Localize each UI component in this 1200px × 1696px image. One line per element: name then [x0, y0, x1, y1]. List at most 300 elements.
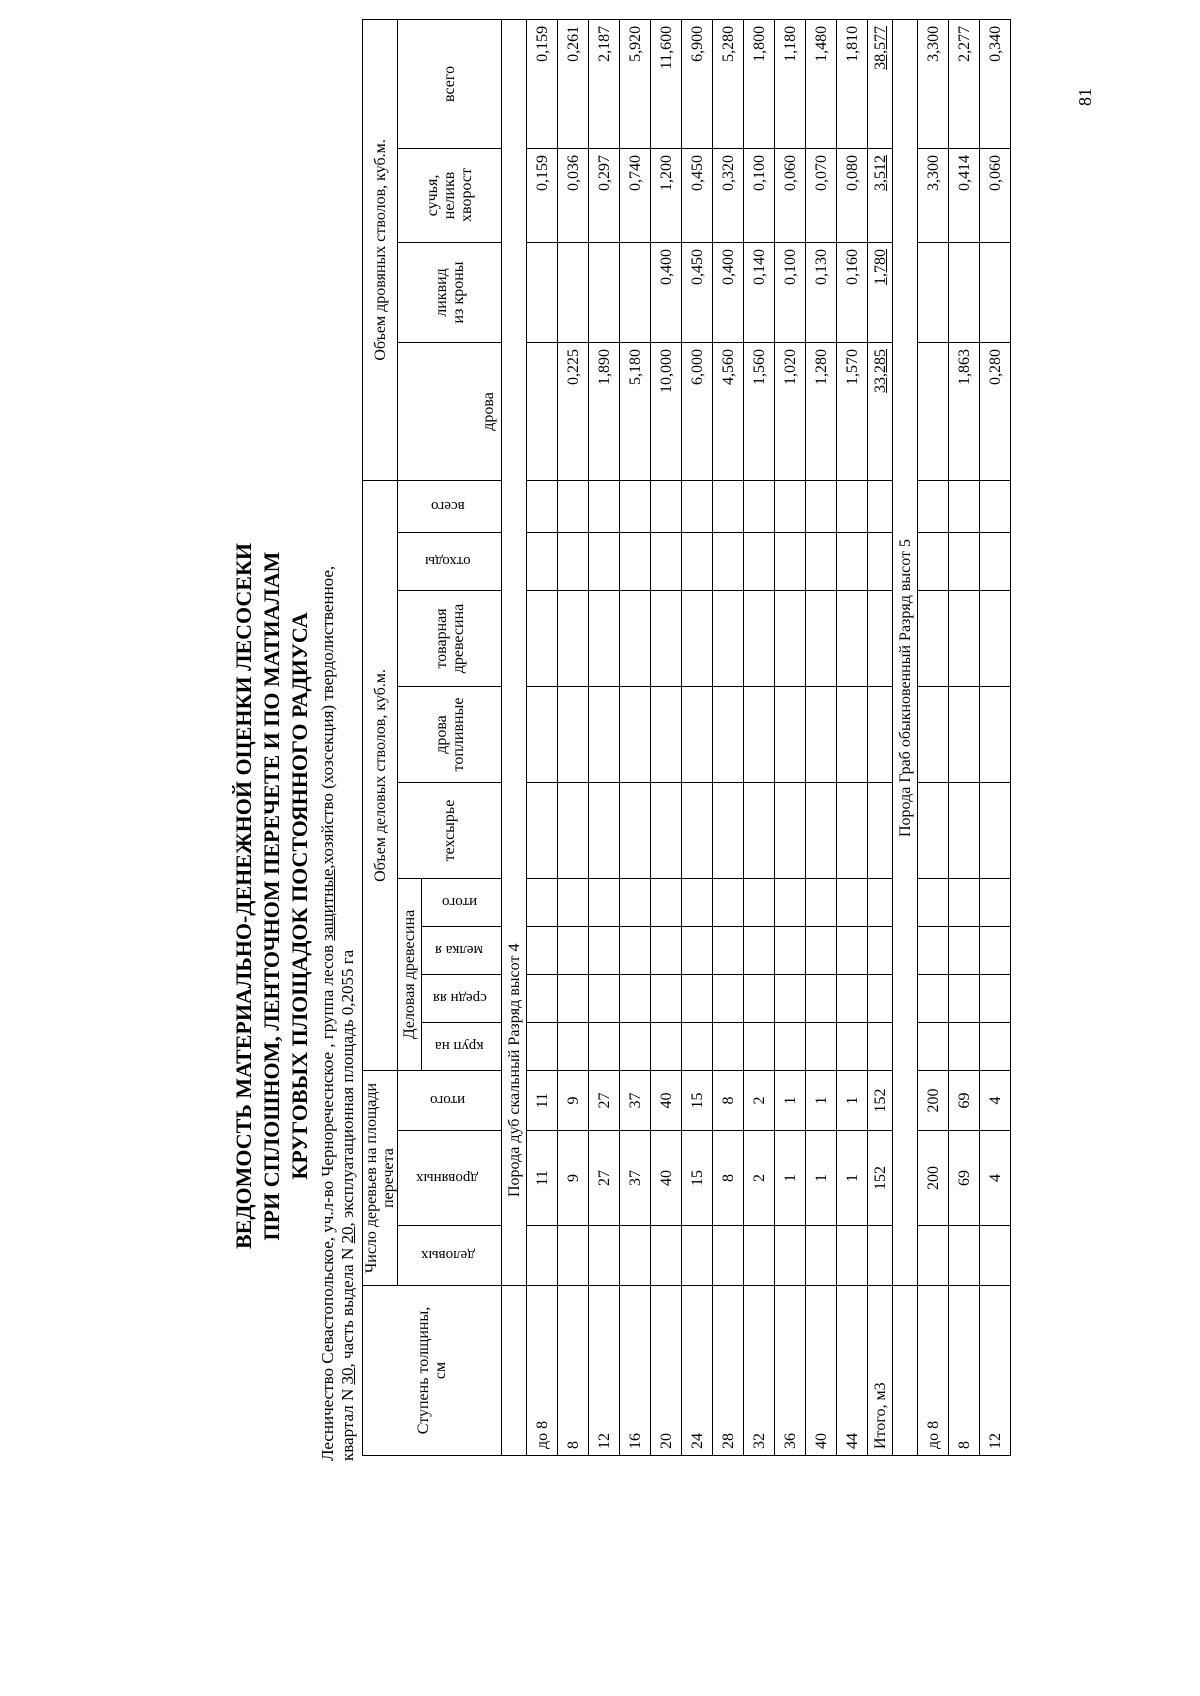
table-cell: 4: [980, 1071, 1011, 1131]
empty-cell: [651, 927, 682, 975]
empty-cell: [713, 879, 744, 927]
empty-cell: [949, 591, 980, 687]
section-2: [893, 19, 1011, 1455]
section-2-label: Порода Граб обыкновенный Разряд высот 5: [893, 19, 918, 1285]
empty-cell: [868, 927, 893, 975]
empty-cell: [651, 687, 682, 783]
empty-cell: [589, 879, 620, 927]
table-cell: 10,000: [651, 342, 682, 480]
table-cell: 37: [620, 1071, 651, 1131]
empty-cell: [868, 591, 893, 687]
header-melkaya: мелка я: [422, 927, 502, 975]
empty-cell: [868, 1226, 893, 1286]
table-cell: 200: [918, 1131, 949, 1226]
empty-cell: [837, 879, 868, 927]
table-cell: 11: [527, 1071, 558, 1131]
empty-cell: [651, 1023, 682, 1071]
empty-cell: [837, 783, 868, 879]
empty-cell: [589, 1023, 620, 1071]
empty-cell: [558, 591, 589, 687]
empty-cell: [837, 927, 868, 975]
empty-cell: [527, 879, 558, 927]
header-vsego-small: всего: [398, 480, 502, 532]
table-cell: 0,414: [949, 148, 980, 242]
table-cell: 1,560: [744, 342, 775, 480]
header-tovarnaya: товарная древесина: [398, 591, 502, 687]
empty-cell: [775, 687, 806, 783]
table-cell: 1,200: [651, 148, 682, 242]
empty-cell: [775, 1226, 806, 1286]
table-row: [980, 19, 1011, 1455]
empty-cell: [620, 1023, 651, 1071]
empty-cell: [744, 783, 775, 879]
empty-cell: [620, 533, 651, 591]
empty-cell: [806, 975, 837, 1023]
table-cell: 40: [651, 1131, 682, 1226]
empty-cell: [682, 1023, 713, 1071]
table-cell: 0,100: [744, 148, 775, 242]
empty-cell: [949, 927, 980, 975]
empty-cell: [527, 927, 558, 975]
table-row: [744, 19, 775, 1455]
table-cell: 1: [775, 1071, 806, 1131]
table-cell: 6,000: [682, 342, 713, 480]
table-cell: [918, 342, 949, 480]
table-cell: 0,400: [651, 242, 682, 342]
table-cell: 8: [713, 1071, 744, 1131]
table-cell: 4: [980, 1131, 1011, 1226]
empty-cell: [527, 975, 558, 1023]
header-delovaya: Деловая древесина: [398, 879, 422, 1071]
empty-cell: [918, 687, 949, 783]
table-cell: 152: [868, 1131, 893, 1226]
table-cell: 0,740: [620, 148, 651, 242]
table-cell: 4,560: [713, 342, 744, 480]
empty-cell: [713, 591, 744, 687]
empty-cell: [949, 879, 980, 927]
table-cell: 37: [620, 1131, 651, 1226]
title-line-2: ПРИ СПЛОШНОМ, ЛЕНТОЧНОМ ПЕРЕЧЕТЕ И ПО МАТИАЛАМ: [259, 551, 284, 1241]
table-cell: 1,810: [837, 19, 868, 148]
table-cell: 15: [682, 1071, 713, 1131]
empty-cell: [589, 975, 620, 1023]
empty-cell: [980, 591, 1011, 687]
empty-cell: [806, 687, 837, 783]
table-cell: 1,020: [775, 342, 806, 480]
table-cell: 1,280: [806, 342, 837, 480]
table-cell: 40: [651, 1071, 682, 1131]
table-cell: 3,512: [868, 148, 893, 242]
table-cell: 0,160: [837, 242, 868, 342]
table-row: [558, 19, 589, 1455]
empty-cell: [775, 879, 806, 927]
table-cell: 11,600: [651, 19, 682, 148]
table-cell: 2: [744, 1131, 775, 1226]
table-cell: 152: [868, 1071, 893, 1131]
table-cell: 1: [806, 1071, 837, 1131]
empty-cell: [620, 879, 651, 927]
empty-cell: [806, 879, 837, 927]
empty-cell: [868, 879, 893, 927]
table-cell: 24: [682, 1286, 713, 1456]
empty-cell: [918, 1226, 949, 1286]
table-row: [527, 19, 558, 1455]
empty-cell: [837, 480, 868, 532]
header-drova-topl: дрова топливные: [398, 687, 502, 783]
header-delovyh: деловых: [398, 1226, 502, 1286]
table-cell: 0,400: [713, 242, 744, 342]
table-cell: 5,180: [620, 342, 651, 480]
header-krupnaya: круп на: [422, 1023, 502, 1071]
empty-cell: [713, 533, 744, 591]
table-cell: [527, 342, 558, 480]
empty-cell: [868, 1023, 893, 1071]
empty-cell: [558, 927, 589, 975]
table-cell: 8: [949, 1286, 980, 1456]
empty-cell: [980, 783, 1011, 879]
table-cell: 0,060: [775, 148, 806, 242]
empty-cell: [775, 783, 806, 879]
empty-cell: [682, 533, 713, 591]
table-cell: 1,780: [868, 242, 893, 342]
empty-cell: [527, 480, 558, 532]
table-row: [589, 19, 620, 1455]
table-row: [713, 19, 744, 1455]
table-cell: 15: [682, 1131, 713, 1226]
header-step: Ступень толщины, см: [363, 1286, 502, 1456]
table-cell: 1,890: [589, 342, 620, 480]
empty-cell: [918, 533, 949, 591]
empty-cell: [837, 591, 868, 687]
table-row: [682, 19, 713, 1455]
empty-cell: [775, 1023, 806, 1071]
table-cell: до 8: [918, 1286, 949, 1456]
table-cell: 200: [918, 1071, 949, 1131]
table-row: [806, 19, 837, 1455]
empty-cell: [558, 783, 589, 879]
empty-cell: [980, 975, 1011, 1023]
header-drovyanyh-volume: Объем дровяных стволов, куб.м.: [363, 19, 398, 480]
table-cell: [589, 242, 620, 342]
table-cell: 1: [806, 1131, 837, 1226]
section-1: [502, 19, 893, 1455]
empty-cell: [918, 480, 949, 532]
empty-cell: [837, 1023, 868, 1071]
empty-cell: [744, 1023, 775, 1071]
table-row: [837, 19, 868, 1455]
empty-cell: [713, 687, 744, 783]
empty-cell: [682, 687, 713, 783]
header-itogo: итого: [398, 1071, 502, 1131]
empty-cell: [806, 591, 837, 687]
empty-cell: [620, 1226, 651, 1286]
empty-cell: [949, 687, 980, 783]
table-cell: 12: [980, 1286, 1011, 1456]
empty-cell: [713, 1226, 744, 1286]
table-cell: 0,261: [558, 19, 589, 148]
empty-cell: [651, 1226, 682, 1286]
empty-cell: [918, 783, 949, 879]
total-row: [868, 19, 893, 1455]
empty-cell: [682, 975, 713, 1023]
empty-cell: [682, 1226, 713, 1286]
empty-cell: [620, 783, 651, 879]
table-row: [620, 19, 651, 1455]
title-line-3: КРУГОВЫХ ПЛОЩАДОК ПОСТОЯННОГО РАДИУСА: [287, 612, 312, 1180]
empty-cell: [980, 687, 1011, 783]
table-cell: 0,159: [527, 19, 558, 148]
empty-cell: [806, 783, 837, 879]
empty-cell: [980, 927, 1011, 975]
table-header: [363, 19, 502, 1455]
empty-cell: [620, 927, 651, 975]
empty-cell: [744, 591, 775, 687]
empty-cell: [806, 927, 837, 975]
empty-cell: [620, 591, 651, 687]
empty-cell: [527, 783, 558, 879]
empty-cell: [744, 927, 775, 975]
empty-cell: [744, 480, 775, 532]
table-cell: 3,300: [918, 148, 949, 242]
empty-cell: [558, 687, 589, 783]
table-cell: 0,080: [837, 148, 868, 242]
empty-cell: [837, 975, 868, 1023]
table-cell: 8: [558, 1286, 589, 1456]
empty-cell: [589, 591, 620, 687]
table-cell: 1,800: [744, 19, 775, 148]
empty-cell: [589, 1226, 620, 1286]
header-likvid: ликвид из кроны: [398, 242, 502, 342]
table-cell: 1,570: [837, 342, 868, 480]
empty-cell: [806, 480, 837, 532]
table-cell: [980, 242, 1011, 342]
table-row: [651, 19, 682, 1455]
table-cell: 0,320: [713, 148, 744, 242]
table-row: [918, 19, 949, 1455]
empty-cell: [589, 687, 620, 783]
table-cell: 69: [949, 1131, 980, 1226]
empty-cell: [744, 533, 775, 591]
table-cell: 5,280: [713, 19, 744, 148]
header-count-group: Число деревьев на площади перечета: [363, 1071, 398, 1286]
table-cell: 5,920: [620, 19, 651, 148]
empty-cell: [893, 1286, 918, 1456]
empty-cell: [651, 879, 682, 927]
empty-cell: [744, 1226, 775, 1286]
empty-cell: [918, 975, 949, 1023]
table-cell: 9: [558, 1131, 589, 1226]
empty-cell: [980, 879, 1011, 927]
header-suchya: сучья, неликв хворост: [398, 148, 502, 242]
empty-cell: [775, 480, 806, 532]
empty-cell: [651, 480, 682, 532]
empty-cell: [558, 480, 589, 532]
table-cell: [620, 242, 651, 342]
empty-cell: [527, 1226, 558, 1286]
empty-cell: [558, 1226, 589, 1286]
empty-cell: [651, 533, 682, 591]
table-cell: 40: [806, 1286, 837, 1456]
empty-cell: [558, 1023, 589, 1071]
empty-cell: [775, 533, 806, 591]
table-cell: 38,577: [868, 19, 893, 148]
empty-cell: [949, 1023, 980, 1071]
table-cell: 0,070: [806, 148, 837, 242]
empty-cell: [713, 783, 744, 879]
header-drovyanyh: дровяных: [398, 1131, 502, 1226]
empty-cell: [713, 927, 744, 975]
section-1-label: Порода дуб скальный Разряд высот 4: [502, 19, 527, 1285]
table-row: [775, 19, 806, 1455]
empty-cell: [806, 1226, 837, 1286]
empty-cell: [744, 687, 775, 783]
empty-cell: [502, 1286, 527, 1456]
empty-cell: [558, 975, 589, 1023]
empty-cell: [949, 975, 980, 1023]
table-cell: [918, 242, 949, 342]
empty-cell: [620, 975, 651, 1023]
table-cell: 27: [589, 1071, 620, 1131]
empty-cell: [527, 533, 558, 591]
table-cell: 28: [713, 1286, 744, 1456]
empty-cell: [682, 927, 713, 975]
empty-cell: [713, 480, 744, 532]
empty-cell: [744, 879, 775, 927]
table-cell: 8: [713, 1131, 744, 1226]
empty-cell: [806, 1023, 837, 1071]
empty-cell: [682, 480, 713, 532]
location-info: [318, 261, 358, 1461]
table-cell: 0,450: [682, 242, 713, 342]
valuation-table: [362, 19, 1011, 1456]
table-cell: 1: [837, 1131, 868, 1226]
empty-cell: [868, 533, 893, 591]
table-cell: 1: [775, 1131, 806, 1226]
empty-cell: [589, 533, 620, 591]
table-cell: 3,300: [918, 19, 949, 148]
empty-cell: [918, 1023, 949, 1071]
empty-cell: [527, 1023, 558, 1071]
document-title: [230, 396, 314, 1396]
info-line-2: квартал N 30, часть выдела N 20, эксплуатационная площадь 0,2055 га: [338, 949, 357, 1461]
table-cell: 1: [837, 1071, 868, 1131]
table-cell: 69: [949, 1071, 980, 1131]
empty-cell: [980, 1226, 1011, 1286]
header-drova: дрова: [398, 342, 502, 480]
empty-cell: [980, 1023, 1011, 1071]
table-cell: 0,159: [527, 148, 558, 242]
empty-cell: [949, 1226, 980, 1286]
table-cell: 0,036: [558, 148, 589, 242]
empty-cell: [682, 879, 713, 927]
table-cell: 0,280: [980, 342, 1011, 480]
empty-cell: [651, 591, 682, 687]
empty-cell: [980, 480, 1011, 532]
table-cell: 16: [620, 1286, 651, 1456]
table-cell: [558, 242, 589, 342]
empty-cell: [837, 687, 868, 783]
table-row: [949, 19, 980, 1455]
empty-cell: [651, 783, 682, 879]
empty-cell: [868, 975, 893, 1023]
empty-cell: [589, 480, 620, 532]
empty-cell: [949, 533, 980, 591]
page-number: 81: [1075, 88, 1095, 106]
table-cell: 0,140: [744, 242, 775, 342]
table-cell: 9: [558, 1071, 589, 1131]
empty-cell: [713, 975, 744, 1023]
empty-cell: [589, 783, 620, 879]
info-line-1: Лесничество Севастопольское, уч.л-во Черноречеснское , группа лесов защитные,хозяйство (хозсекция) твердолиственное,: [318, 565, 337, 1461]
title-line-1: ВЕДОМОСТЬ МАТЕРИАЛЬНО-ДЕНЕЖНОЙ ОЦЕНКИ ЛЕСОСЕКИ: [231, 542, 256, 1250]
header-delovyh-volume: Объем деловых стволов, куб.м.: [363, 480, 398, 1070]
table-cell: 11: [527, 1131, 558, 1226]
header-itogo2: итого: [422, 879, 502, 927]
empty-cell: [980, 533, 1011, 591]
empty-cell: [682, 783, 713, 879]
empty-cell: [775, 927, 806, 975]
header-vsego: всего: [398, 19, 502, 148]
table-cell: 0,225: [558, 342, 589, 480]
empty-cell: [949, 480, 980, 532]
header-othody: отходы: [398, 533, 502, 591]
empty-cell: [620, 480, 651, 532]
empty-cell: [620, 687, 651, 783]
table-cell: 2,187: [589, 19, 620, 148]
table-cell: Итого, м3: [868, 1286, 893, 1456]
table-cell: 6,900: [682, 19, 713, 148]
table-cell: 27: [589, 1131, 620, 1226]
table-cell: 0,100: [775, 242, 806, 342]
empty-cell: [949, 783, 980, 879]
table-cell: 2,277: [949, 19, 980, 148]
table-cell: 20: [651, 1286, 682, 1456]
header-tehsyre: техсырье: [398, 783, 502, 879]
table-cell: 32: [744, 1286, 775, 1456]
table-cell: 1,180: [775, 19, 806, 148]
empty-cell: [775, 975, 806, 1023]
empty-cell: [589, 927, 620, 975]
table-cell: 44: [837, 1286, 868, 1456]
table-cell: 12: [589, 1286, 620, 1456]
empty-cell: [918, 591, 949, 687]
empty-cell: [806, 533, 837, 591]
table-cell: 0,060: [980, 148, 1011, 242]
empty-cell: [558, 533, 589, 591]
table-cell: 36: [775, 1286, 806, 1456]
empty-cell: [713, 1023, 744, 1071]
table-cell: 1,863: [949, 342, 980, 480]
table-cell: [949, 242, 980, 342]
empty-cell: [868, 687, 893, 783]
empty-cell: [868, 480, 893, 532]
table-cell: 33,285: [868, 342, 893, 480]
empty-cell: [837, 533, 868, 591]
table-cell: до 8: [527, 1286, 558, 1456]
table-cell: 0,297: [589, 148, 620, 242]
empty-cell: [837, 1226, 868, 1286]
empty-cell: [682, 591, 713, 687]
empty-cell: [868, 783, 893, 879]
empty-cell: [527, 687, 558, 783]
header-srednyaya: средн яя: [422, 975, 502, 1023]
table-cell: [527, 242, 558, 342]
empty-cell: [918, 879, 949, 927]
table-cell: 1,480: [806, 19, 837, 148]
table-cell: 0,130: [806, 242, 837, 342]
table-cell: 0,450: [682, 148, 713, 242]
empty-cell: [775, 591, 806, 687]
